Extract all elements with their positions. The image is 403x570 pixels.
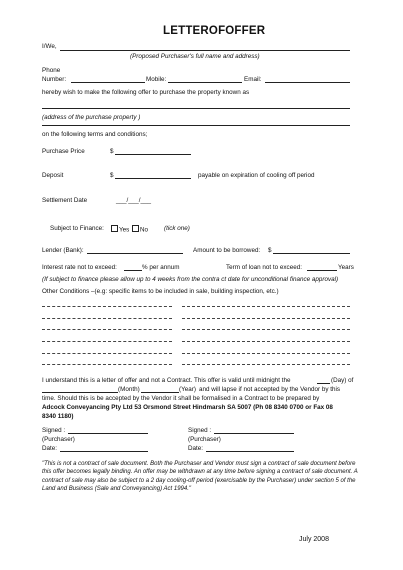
date-field[interactable] [206, 451, 294, 452]
signature-field[interactable] [68, 433, 148, 434]
amount-label: Amount to be borrowed: [193, 247, 261, 254]
finance-note: (If subject to finance please allow up to 4 weeks from the contra ct date for unconditional finance approval) [42, 276, 339, 283]
purchaser-role: (Purchaser) [188, 436, 221, 443]
condition-line[interactable] [182, 364, 350, 365]
lender-field[interactable] [87, 253, 183, 254]
deposit-field[interactable] [115, 178, 191, 179]
interest-field[interactable] [124, 270, 142, 271]
settlement-label: Settlement Date [42, 197, 88, 204]
phone-label-top: Phone [42, 67, 61, 74]
condition-line[interactable] [42, 306, 172, 307]
month-label: (Month) [118, 386, 140, 393]
tick-one-hint: (tick one) [164, 225, 190, 232]
interest-suffix: % per annum [142, 264, 180, 271]
condition-line[interactable] [182, 306, 350, 307]
purchase-price-field[interactable] [115, 154, 191, 155]
deposit-currency: $ [110, 172, 114, 179]
understand-line-3: time. Should this is be accepted by the Vendor it shall be formalised in a Contract to be prepared by [42, 395, 320, 402]
mobile-field[interactable] [168, 82, 242, 83]
signed-label: Signed : [188, 427, 212, 434]
condition-line[interactable] [182, 341, 350, 342]
footer-date: July 2008 [299, 536, 329, 543]
lapse-text: and will lapse if not accepted by the Vendor by this [199, 386, 341, 393]
date-label: Date: [42, 445, 58, 452]
amount-field[interactable] [273, 253, 350, 254]
purchase-price-currency: $ [110, 148, 114, 155]
deposit-note: payable on expiration of cooling off period [198, 172, 315, 179]
finance-yes-option[interactable] [111, 225, 129, 235]
signature-field[interactable] [214, 433, 294, 434]
date-field[interactable] [60, 451, 148, 452]
property-address-field[interactable] [42, 108, 350, 109]
date-label: Date: [188, 445, 204, 452]
conveyancer-details: Adcock Conveyancing Pty Ltd 53 Orsmond Street Hindmarsh SA 5007 (Ph 08 8340 0700 or Fax 08 [42, 404, 333, 411]
disclaimer: "This is not a contract of sale document. Both the Purchaser and Vendor must sign a contract of sale document before this offer becomes legally binding. An offer may be withdrawn at any time before signing a contract of sale document. A contract of sale may also be subject to a 2 day cooling-off period (exercisable by the Purchaser) under section 5 of the Land and Business (Sale and Conveyancing) Act 1994." [42, 461, 358, 493]
condition-line[interactable] [182, 329, 350, 330]
finance-no-label: No [140, 226, 149, 234]
finance-no-option[interactable] [132, 225, 148, 235]
deposit-label: Deposit [42, 172, 64, 179]
years-label: Years [338, 264, 354, 271]
condition-line[interactable] [42, 329, 172, 330]
terms-text: on the following terms and conditions; [42, 131, 148, 138]
day-field[interactable] [317, 383, 330, 384]
condition-line[interactable] [42, 364, 172, 365]
email-label: Email: [244, 76, 262, 83]
year-label: (Year) [179, 386, 196, 393]
other-conditions-label: Other Conditions –(e.g: specific items to be included in sale, building inspection, etc.) [42, 288, 279, 295]
purchase-price-label: Purchase Price [42, 148, 85, 155]
interest-label: Interest rate not to exceed: [42, 264, 117, 271]
condition-line[interactable] [42, 353, 172, 354]
finance-label: Subject to Finance: [50, 225, 104, 232]
understand-line-1: I understand this is a letter of offer and not a Contract. This offer is valid until midnight the [42, 377, 291, 384]
settlement-date-field[interactable]: ___/___/___ [116, 197, 152, 204]
mobile-label: Mobile: [146, 76, 167, 83]
signed-label: Signed : [42, 427, 66, 434]
amount-currency: $ [268, 247, 272, 254]
month-field[interactable] [42, 392, 118, 393]
wish-text: hereby wish to make the following offer to purchase the property known as [42, 89, 250, 96]
property-hint: (address of the purchase property ) [42, 114, 141, 121]
condition-line[interactable] [42, 341, 172, 342]
year-field[interactable] [141, 392, 179, 393]
yes-checkbox[interactable] [111, 225, 118, 232]
purchaser-label: I/We, [42, 43, 57, 50]
purchaser-hint: (Proposed Purchaser's full name and address) [130, 53, 260, 60]
phone-field[interactable] [71, 82, 145, 83]
purchaser-name-field[interactable] [60, 50, 350, 51]
condition-line[interactable] [182, 318, 350, 319]
conveyancer-fax: 8340 1180) [42, 413, 74, 420]
purchaser-role: (Purchaser) [42, 436, 75, 443]
email-field[interactable] [265, 82, 350, 83]
day-label: (Day) of [331, 377, 354, 384]
document-title: LETTEROFOFFER [163, 25, 266, 37]
condition-line[interactable] [182, 353, 350, 354]
term-label: Term of loan not to exceed: [226, 264, 302, 271]
finance-yes-label: Yes [119, 226, 130, 234]
phone-label: Number: [42, 76, 67, 83]
term-field[interactable] [307, 270, 337, 271]
property-address-field-2[interactable] [42, 125, 350, 126]
condition-line[interactable] [42, 318, 172, 319]
lender-label: Lender (Bank): [42, 247, 84, 254]
no-checkbox[interactable] [132, 225, 139, 232]
